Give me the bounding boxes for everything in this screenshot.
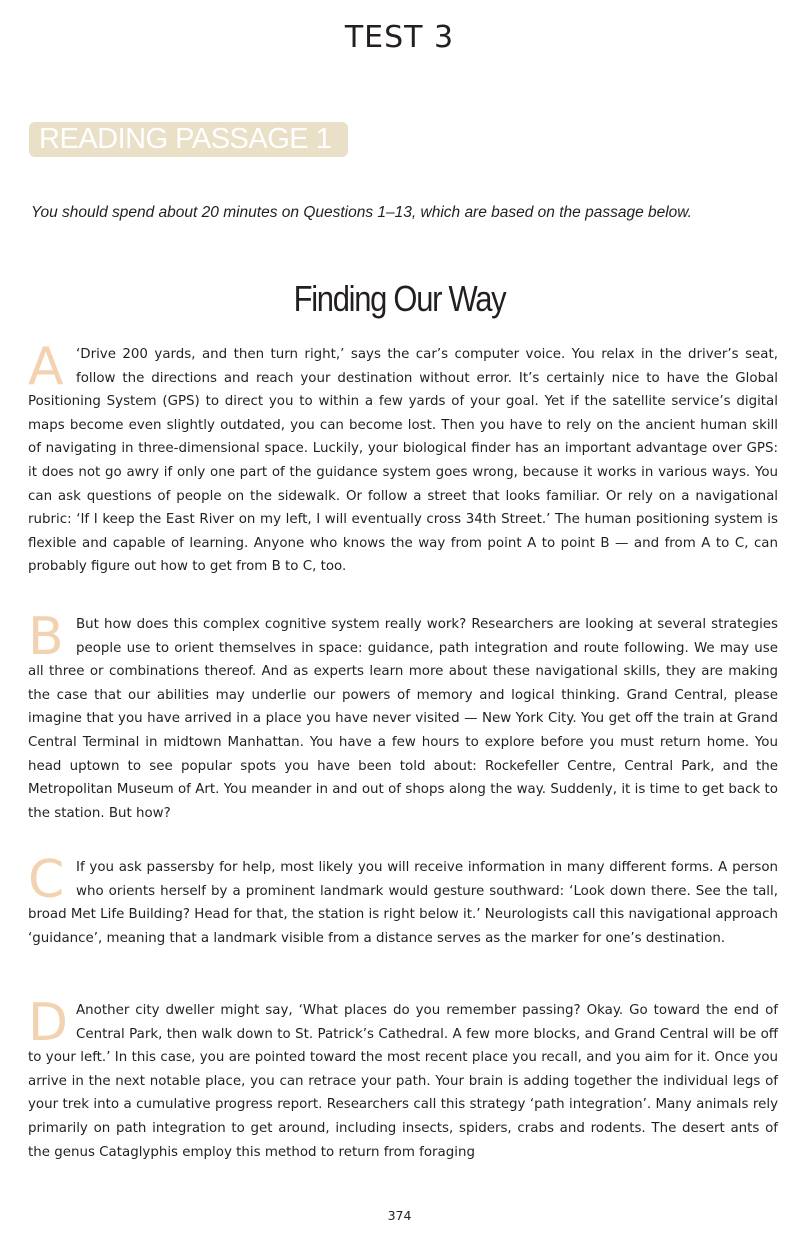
paragraph-text: Another city dweller might say, ‘What places do you remember passing? Okay. Go toward the end of Central Park, then walk down to St. Patrick’s Cathedral. A few more blocks, and Grand Central will be off to your left.’ In this case, you are pointed toward the most recent place you recall, and you aim for it. Once you arrive in the next notable place, you can retrace your path. Your brain is adding together the individual legs of your trek into a cumulative progress report. Researchers call this strategy ‘path integration’. Many animals rely primarily on path integration to get around, including insects, spiders, crabs and rodents. The desert ants of the genus Cataglyphis employ this method to return from foraging	[28, 1003, 778, 1160]
test-title: TEST 3	[344, 20, 455, 55]
paragraph-b	[28, 607, 778, 825]
paragraph-c	[28, 850, 778, 950]
section-banner-label: READING PASSAGE 1	[39, 123, 332, 155]
paragraph-text: ‘Drive 200 yards, and then turn right,’ says the car’s computer voice. You relax in the driver’s seat, follow the directions and reach your destination without error. It’s certainly nice to have the Global Positioning System (GPS) to direct you to within a few yards of your goal. Yet if the satellite service’s digital maps become even slightly outdated, you can become lost. Then you have to rely on the ancient human skill of navigating in three-dimensional space. Luckily, your biological finder has an important advantage over GPS: it does not go awry if only one part of the guidance system goes wrong, because it works in various ways. You can ask questions of people on the sidewalk. Or follow a street that looks familiar. Or rely on a navigational rubric: ‘If I keep the East River on my left, I will eventually cross 34th Street.’ The human positioning system is flexible and capable of learning. Anyone who knows the way from point A to point B — and from A to C, can probably figure out how to get from B to C, too.	[28, 347, 778, 575]
paragraph-letter: D	[28, 993, 69, 1053]
paragraph-letter: C	[28, 850, 65, 910]
paragraph-letter: A	[28, 337, 64, 397]
instruction-text: You should spend about 20 minutes on Questions 1–13, which are based on the passage below.	[31, 204, 692, 221]
passage-title: Finding Our Way	[293, 278, 506, 319]
page-number: 374	[387, 1208, 412, 1223]
paragraph-letter: B	[28, 607, 64, 667]
paragraph-text: If you ask passersby for help, most likely you will receive information in many different forms. A person who orients herself by a prominent landmark would gesture southward: ‘Look down there. See the tall, broad Met Life Building? Head for that, the station is right below it.’ Neurologists call this navigational approach ‘guidance’, meaning that a landmark visible from a distance serves as the marker for one’s destination.	[28, 860, 778, 946]
paragraph-text: But how does this complex cognitive system really work? Researchers are looking at several strategies people use to orient themselves in space: guidance, path integration and route following. We may use all three or combinations thereof. And as experts learn more about these navigational skills, they are making the case that our abilities may underlie our powers of memory and logical thinking. Grand Central, please imagine that you have arrived in a place you have never visited — New York City. You get off the train at Grand Central Terminal in midtown Manhattan. You have a few hours to explore before you must return home. You head uptown to see popular spots you have been told about: Rockefeller Centre, Central Park, and the Metropolitan Museum of Art. You meander in and out of shops along the way. Suddenly, it is time to get back to the station. But how?	[28, 617, 778, 821]
section-banner	[29, 122, 348, 157]
paragraph-a	[28, 337, 778, 579]
paragraph-d	[28, 993, 778, 1164]
